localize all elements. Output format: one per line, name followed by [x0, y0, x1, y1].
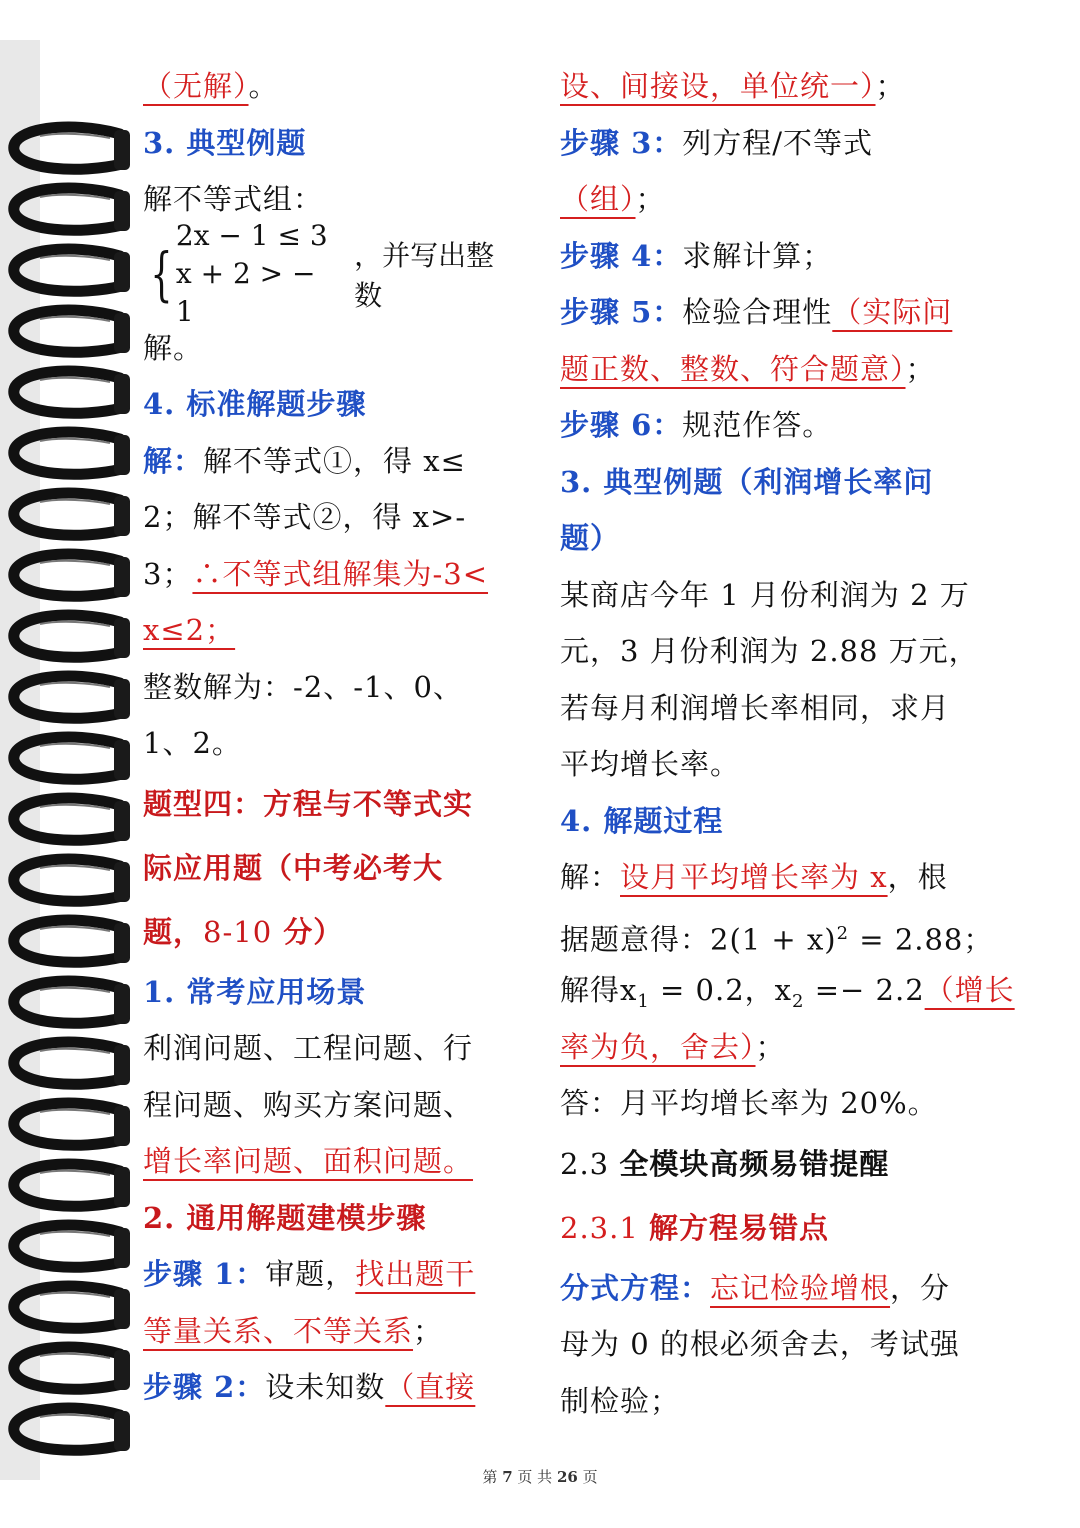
punct: ； — [635, 182, 666, 216]
equation-line — [560, 962, 1030, 1019]
answer-line: 答：月平均增长率为 20%。 — [560, 1086, 938, 1120]
section-common-mistakes — [560, 1132, 1030, 1196]
text-line — [143, 58, 518, 115]
inequality-2: x + 2 > − 1 — [175, 256, 316, 328]
step-label: 步骤 1： — [143, 1257, 266, 1291]
equation-part: 据题意得：2(1 + x) — [560, 922, 837, 957]
topic-heading: 际应用题（中考必考大 — [143, 850, 444, 885]
solution-text: ，根 — [887, 860, 948, 894]
equation-part: = 2.88； — [849, 922, 994, 957]
step-text: 审题， — [265, 1257, 356, 1291]
highlight-text: 设、间接设，单位统一） — [560, 69, 876, 103]
highlight-text: （直接 — [385, 1370, 476, 1404]
step-line — [143, 1303, 518, 1360]
step-line — [560, 115, 1030, 172]
footer-text: 页 — [577, 1468, 598, 1486]
heading-part: 分） — [272, 914, 344, 949]
highlight-text: 等量关系、不等关系 — [143, 1313, 414, 1348]
page-total: 26 — [556, 1468, 578, 1486]
mistake-label: 分式方程： — [560, 1270, 711, 1305]
problem-text: 元，3 月份利润为 2.88 万元， — [560, 634, 979, 668]
section-number: 2.3.1 — [560, 1210, 650, 1245]
step-label: 步骤 3： — [560, 125, 683, 160]
step-line — [560, 171, 1030, 228]
problem-text: 解不等式组： — [143, 182, 324, 216]
step-line — [560, 228, 1030, 285]
problem-text: 平均增长率。 — [560, 747, 741, 781]
highlight-text: 设月平均增长率为 x — [620, 860, 888, 894]
right-column — [560, 58, 1030, 1429]
highlight-text: 率为负，舍去） — [560, 1029, 756, 1064]
heading-score: 8-10 — [203, 914, 273, 949]
step-label: 步骤 4： — [560, 238, 683, 273]
page-number: 7 — [502, 1468, 513, 1486]
step-line — [143, 1246, 518, 1303]
step-text: 检验合理性 — [682, 295, 833, 329]
punct: ； — [413, 1313, 444, 1348]
mistake-text: ，分 — [890, 1270, 951, 1305]
step-text: 求解计算； — [682, 238, 833, 273]
solution-label: 解： — [143, 443, 204, 478]
step-text: 规范作答。 — [682, 408, 833, 442]
step-line — [560, 58, 1030, 115]
punct: ； — [875, 69, 906, 103]
step-text: 设未知数 — [265, 1370, 386, 1404]
subscript: 1 — [637, 990, 650, 1012]
spiral-binding-graphic — [0, 40, 140, 1480]
solution-set: x≤2； — [143, 613, 236, 647]
problem-text-tail: ，并写出整数 — [354, 238, 495, 312]
step-label: 步骤 5： — [560, 295, 683, 329]
section-title: 全模块高频易错提醒 — [619, 1146, 890, 1181]
section-number: 2.3 — [560, 1146, 620, 1181]
equation-part: 解得x — [560, 973, 638, 1007]
footer-text: 页 共 — [512, 1468, 557, 1486]
brace-symbol: { — [150, 239, 173, 308]
solution-line: 2；解不等式②，得 x>- — [143, 500, 467, 534]
punct: ； — [755, 1029, 786, 1064]
equation-part: = 0.2，x — [649, 973, 793, 1007]
step-line — [560, 341, 1030, 398]
section-title: 解方程易错点 — [649, 1210, 830, 1245]
section-example-growth: 题） — [560, 521, 621, 555]
step-text: 列方程/不等式 — [682, 125, 874, 160]
section-example-growth: 3. 典型例题（利润增长率问 — [560, 464, 934, 499]
step-label: 步骤 6： — [560, 408, 683, 442]
subsection-equation-mistakes — [560, 1196, 1030, 1260]
equation-part: =− 2.2 — [804, 973, 925, 1007]
topic-heading: 题型四：方程与不等式实 — [143, 786, 474, 821]
step-label: 步骤 2： — [143, 1370, 266, 1404]
problem-text: 若每月利润增长率相同，求月 — [560, 690, 951, 725]
highlight-text: （实际问 — [832, 295, 953, 329]
mistake-line: 母为 0 的根必须舍去，考试强 — [560, 1327, 960, 1361]
footer-text: 第 — [482, 1468, 503, 1486]
solution-line — [143, 546, 518, 603]
subscript: 2 — [792, 990, 805, 1012]
equation-line — [560, 906, 1030, 963]
highlight-text: 找出题干 — [355, 1257, 476, 1291]
solution-line — [143, 602, 518, 659]
highlight-text: （组） — [560, 182, 636, 216]
solution-text: 解不等式①，得 x≤ — [203, 443, 466, 478]
spiral-binding — [0, 40, 140, 1480]
highlight-text: 增长率问题、面积问题。 — [143, 1144, 474, 1178]
section-standard-steps: 4. 标准解题步骤 — [143, 387, 367, 421]
solution-line — [560, 1019, 1030, 1076]
section-modeling-steps: 2. 通用解题建模步骤 — [143, 1200, 427, 1235]
heading-part: 题， — [143, 914, 204, 949]
punct: ； — [905, 351, 936, 386]
step-line — [143, 1359, 518, 1416]
section-typical-example: 3. 典型例题 — [143, 125, 307, 160]
step-line — [560, 284, 1030, 341]
topic-heading — [143, 900, 518, 964]
exponent: 2 — [836, 922, 850, 944]
solution-line — [143, 433, 518, 490]
inequality-1: 2x − 1 ≤ 3 — [175, 218, 328, 252]
left-column — [143, 58, 518, 1416]
problem-text: 某商店今年 1 月份利润为 2 万 — [560, 577, 970, 612]
integer-solutions: 整数解为：-2、-1、0、 — [143, 669, 463, 704]
mistake-line: 制检验； — [560, 1383, 681, 1418]
solution-text: 3； — [143, 556, 193, 591]
section-scenarios: 1. 常考应用场景 — [143, 974, 367, 1009]
solution-label: 解： — [560, 860, 621, 894]
text-line: 程问题、购买方案问题、 — [143, 1087, 474, 1122]
text-line — [143, 1133, 518, 1190]
step-line — [560, 397, 1030, 454]
section-solution-process: 4. 解题过程 — [560, 803, 724, 838]
inequality-lines — [176, 217, 338, 331]
inequality-system — [143, 218, 518, 328]
solution-line — [560, 849, 1030, 906]
punct: 。 — [248, 69, 279, 103]
answer-no-solution: （无解） — [143, 69, 249, 103]
highlight-text: （增长 — [924, 973, 1015, 1007]
highlight-text: 忘记检验增根 — [710, 1270, 891, 1305]
page-footer — [0, 1466, 1080, 1487]
solution-set: ∴不等式组解集为-3< — [192, 556, 489, 591]
text-line: 利润问题、工程问题、行 — [143, 1031, 474, 1065]
integer-solutions: 1、2。 — [143, 726, 242, 760]
mistake-line — [560, 1260, 1030, 1317]
text-line: 解。 — [143, 330, 204, 365]
highlight-text: 题正数、整数、符合题意） — [560, 351, 906, 386]
